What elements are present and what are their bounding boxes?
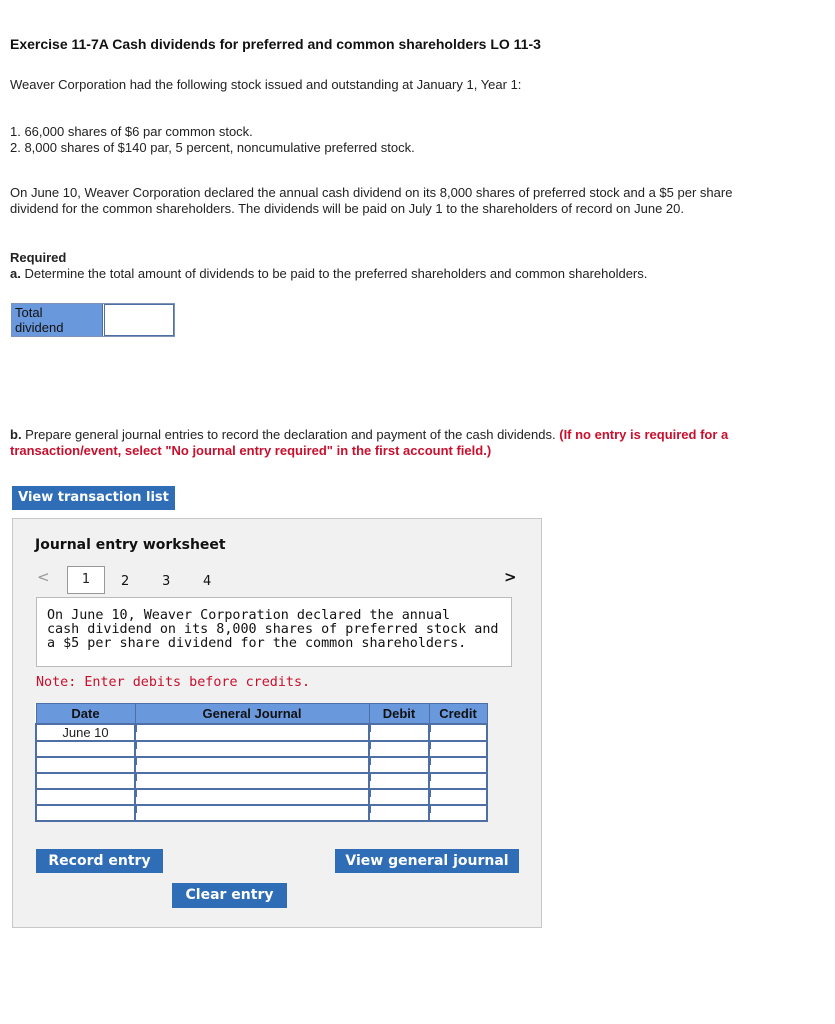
credit-cell[interactable] [429,724,487,741]
debit-cell[interactable] [369,757,429,773]
view-general-journal-button[interactable]: View general journal [335,849,519,873]
tab-3[interactable]: 3 [162,574,171,589]
account-cell[interactable] [135,789,369,805]
list-item: 2. 8,000 shares of $140 par, 5 percent, noncumulative preferred stock. [10,140,415,155]
credit-cell[interactable] [429,773,487,789]
tab-4[interactable]: 4 [203,574,212,589]
table-row [36,757,487,773]
intro-text: Weaver Corporation had the following stock issued and outstanding at January 1, Year 1: [10,77,522,92]
requirement-b-text: Prepare general journal entries to record the declaration and payment of the cash dividends. [21,427,560,442]
chevron-left-icon[interactable]: < [37,568,50,586]
requirement-b-note: (If no entry is required for a transaction/event, select "No journal entry required" in the first account field.) [10,427,729,458]
table-row [36,773,487,789]
requirement-b-prefix: b. [10,427,22,442]
required-heading: Required [10,250,67,265]
credit-cell[interactable] [429,805,487,821]
date-cell[interactable] [36,789,135,805]
debit-cell[interactable] [369,724,429,741]
page-title: Exercise 11-7A Cash dividends for preferred and common shareholders LO 11-3 [10,36,541,52]
credit-cell[interactable] [429,789,487,805]
date-cell[interactable] [36,741,135,757]
requirement-a-text: Determine the total amount of dividends to be paid to the preferred shareholders and common shareholders. [20,266,648,281]
date-cell[interactable] [36,805,135,821]
view-transaction-list-button[interactable]: View transaction list [12,486,175,510]
requirement-a-prefix: a. [10,266,21,281]
date-cell[interactable] [36,757,135,773]
debit-column-header: Debit [369,704,429,725]
scenario-text: On June 10, Weaver Corporation declared the annual cash dividend on its 8,000 shares of preferred stock and a $5 per share dividend for the common shareholders. The dividends will be paid on July 1 to the shareholders of record on June 20. [10,185,733,216]
clear-entry-button[interactable]: Clear entry [172,883,287,908]
debit-cell[interactable] [369,741,429,757]
debit-cell[interactable] [369,773,429,789]
account-cell[interactable] [135,757,369,773]
general-journal-column-header: General Journal [135,704,369,725]
date-cell[interactable] [36,773,135,789]
account-cell[interactable] [135,724,369,741]
total-dividend-row [11,303,175,337]
tab-2[interactable]: 2 [121,574,130,589]
stock-list [10,124,415,156]
date-column-header: Date [36,704,135,725]
requirement-b [10,427,780,459]
table-row [36,741,487,757]
total-dividend-input[interactable] [104,304,174,336]
debit-cell[interactable] [369,789,429,805]
tab-1[interactable]: 1 [67,566,105,594]
debit-credit-note: Note: Enter debits before credits. [36,675,311,690]
table-row [36,789,487,805]
credit-cell[interactable] [429,757,487,773]
journal-table [35,703,488,822]
table-row [36,724,487,741]
account-cell[interactable] [135,773,369,789]
credit-cell[interactable] [429,741,487,757]
record-entry-button[interactable]: Record entry [36,849,163,873]
requirement-a [10,266,647,281]
total-dividend-label: Total dividend [12,304,103,336]
chevron-right-icon[interactable]: > [504,568,517,586]
account-cell[interactable] [135,805,369,821]
date-cell[interactable]: June 10 [36,724,135,741]
account-cell[interactable] [135,741,369,757]
credit-column-header: Credit [429,704,487,725]
table-row [36,805,487,821]
list-item: 1. 66,000 shares of $6 par common stock. [10,124,253,139]
debit-cell[interactable] [369,805,429,821]
transaction-description: On June 10, Weaver Corporation declared the annual cash dividend on its 8,000 shares of preferred stock and a $5 per share dividend for the common shareholders. [36,597,512,667]
worksheet-title: Journal entry worksheet [35,537,226,553]
